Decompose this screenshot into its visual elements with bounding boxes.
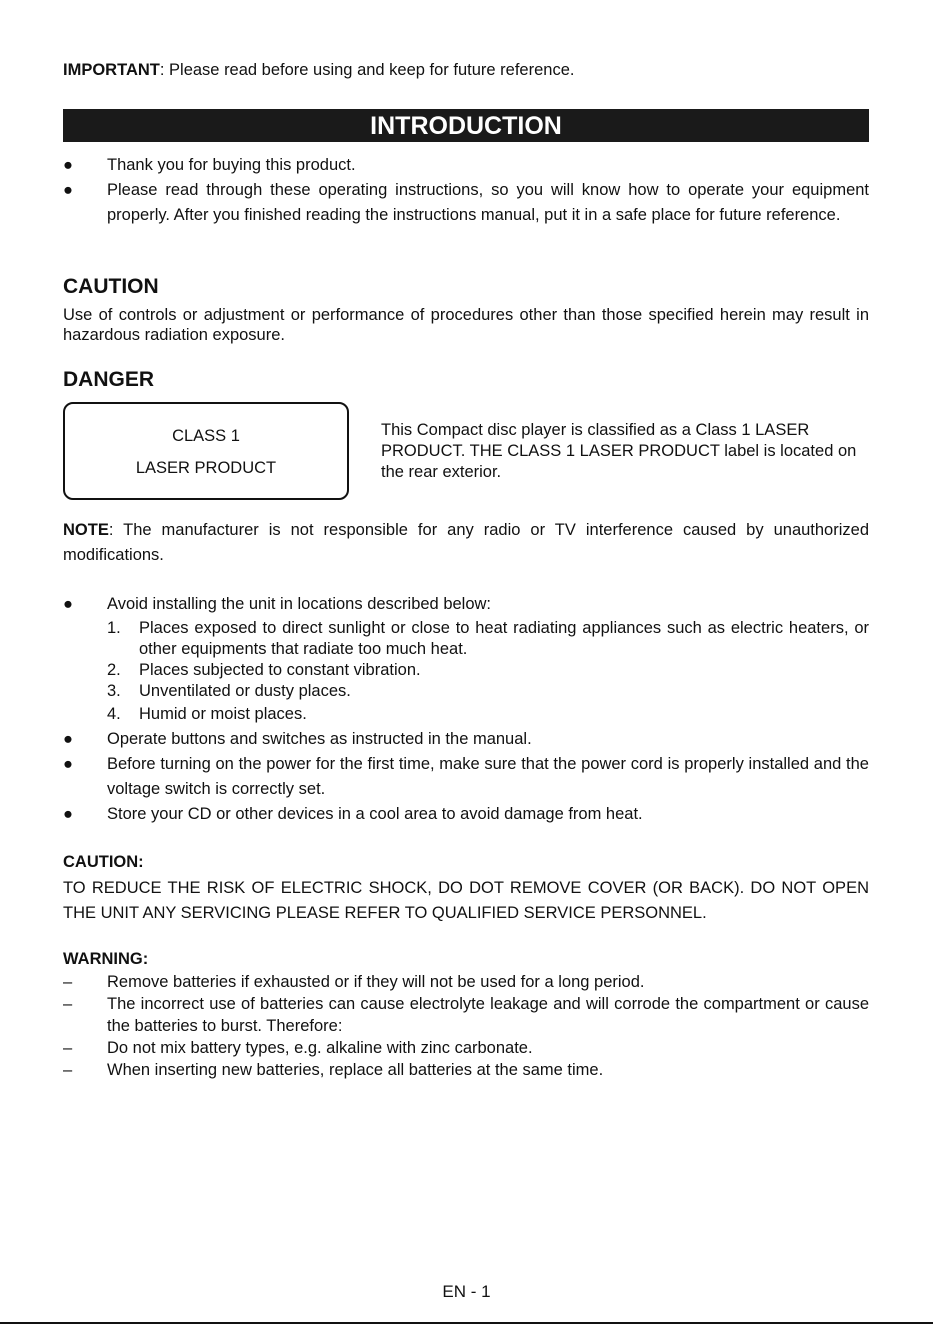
list-item: – Do not mix battery types, e.g. alkaline with zinc carbonate. — [63, 1039, 533, 1057]
bullet-icon: ● — [63, 156, 73, 174]
danger-heading: DANGER — [63, 368, 155, 391]
bullet-icon: ● — [63, 805, 73, 823]
important-label: IMPORTANT — [63, 61, 160, 79]
list-item: 4. Humid or moist places. — [107, 705, 307, 723]
important-notice — [63, 60, 574, 80]
note-label: NOTE — [63, 521, 109, 539]
list-item: 1. Places exposed to direct sunlight or close to heat radiating appliances such as electric heaters, or other equipments that radiate too much heat. — [107, 619, 869, 658]
list-item: – The incorrect use of batteries can cause electrolyte leakage and will corrode the compartment or cause the batteries to burst. Therefore: — [63, 995, 869, 1035]
avoid-location-list — [107, 618, 869, 727]
list-item: ● Before turning on the power for the first time, make sure that the power cord is properly installed and the voltage switch is correctly set. — [63, 752, 869, 802]
list-item: – When inserting new batteries, replace all batteries at the same time. — [63, 1061, 604, 1079]
dash-icon: – — [63, 995, 73, 1013]
introduction-banner: INTRODUCTION — [63, 109, 869, 142]
caution-shock-text: TO REDUCE THE RISK OF ELECTRIC SHOCK, DO DOT REMOVE COVER (OR BACK). DO NOT OPEN THE UNIT ANY SERVICING PLEASE REFER TO QUALIFIED SERVICE PERSONNEL. — [63, 879, 869, 922]
intro-bullet-list — [63, 153, 869, 228]
list-item: 3. Unventilated or dusty places. — [107, 682, 351, 700]
bullet-icon: ● — [63, 730, 73, 748]
dash-icon: – — [63, 973, 73, 991]
bullet-icon: ● — [63, 181, 73, 199]
bullet-icon: ● — [63, 755, 73, 773]
list-item: ● Avoid installing the unit in locations described below: 1. Places exposed to direct sunlight or close to heat radiating appliances such as electric heaters, or other equipments that radiate too much heat. 2. Places subjected to constant vibration. 3. Unventilated or dusty places. 4. Humid or moist places. — [63, 592, 869, 727]
dash-icon: – — [63, 1039, 73, 1057]
list-item: ● Please read through these operating instructions, so you will know how to operate your equipment properly. After you finished reading the instructions manual, put it in a safe place for future reference. — [63, 178, 869, 228]
laser-class-line: CLASS 1 — [172, 427, 240, 445]
warning-list — [63, 971, 869, 1081]
list-item: – Remove batteries if exhausted or if they will not be used for a long period. — [63, 973, 645, 991]
laser-description: This Compact disc player is classified as a Class 1 LASER PRODUCT. THE CLASS 1 LASER PRODUCT label is located on the rear exterior. — [381, 421, 857, 481]
note-text: NOTE: The manufacturer is not responsible for any radio or TV interference caused by unauthorized modifications. — [63, 521, 869, 564]
install-bullet-list — [63, 592, 869, 827]
laser-product-line: LASER PRODUCT — [135, 459, 277, 477]
list-item: ● Store your CD or other devices in a cool area to avoid damage from heat. — [63, 802, 869, 827]
list-item: ● Operate buttons and switches as instructed in the manual. — [63, 727, 869, 752]
laser-class-label — [63, 402, 349, 500]
dash-icon: – — [63, 1061, 73, 1079]
warning-heading: WARNING: — [63, 950, 149, 968]
important-text: : Please read before using and keep for future reference. — [159, 61, 575, 79]
bullet-icon: ● — [63, 595, 73, 613]
caution-shock-heading: CAUTION: — [63, 853, 144, 871]
caution-text: Use of controls or adjustment or performance of procedures other than those specified herein may result in hazardous radiation exposure. — [63, 306, 869, 344]
page-number: EN - 1 — [442, 1282, 491, 1301]
list-item: ● Thank you for buying this product. — [63, 153, 869, 178]
list-item: 2. Places subjected to constant vibration. — [107, 661, 421, 679]
caution-heading: CAUTION — [63, 275, 159, 298]
